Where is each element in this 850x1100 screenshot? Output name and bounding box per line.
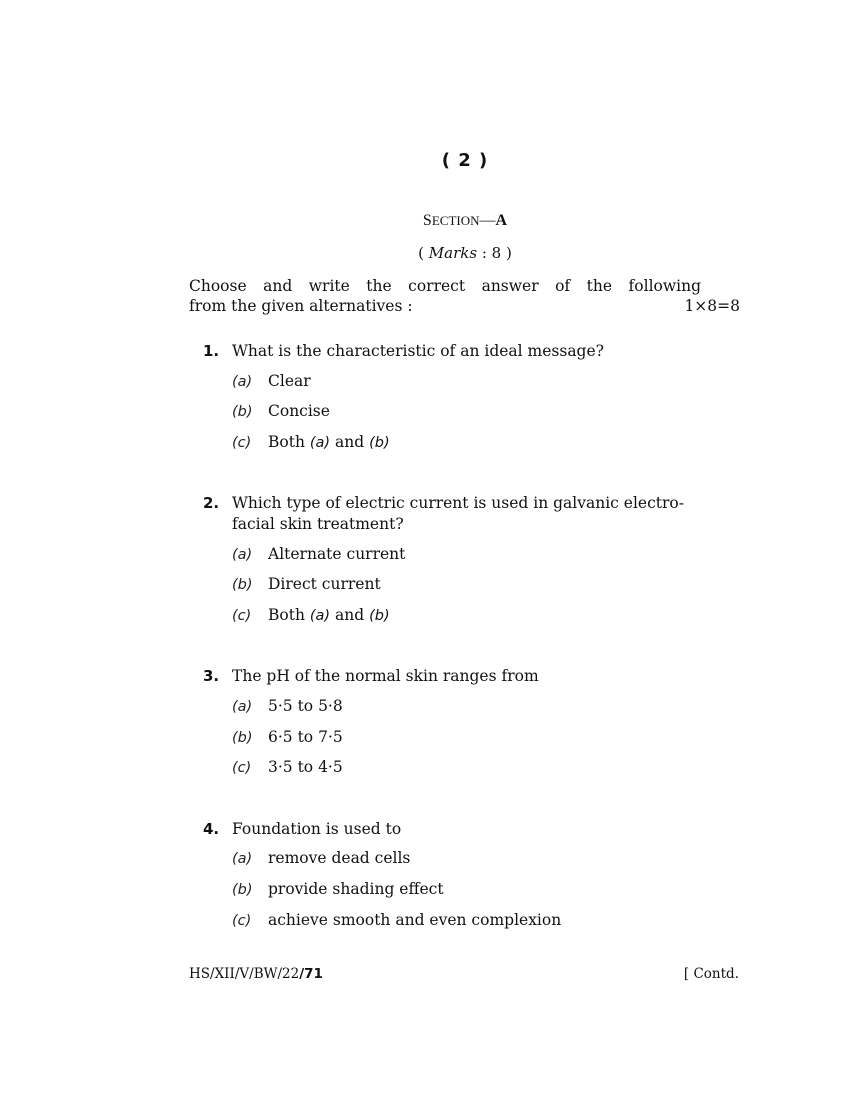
option-text: 5·5 to 5·8 bbox=[268, 697, 343, 715]
option-label: (c) bbox=[232, 608, 252, 624]
option-text: remove dead cells bbox=[268, 849, 411, 867]
option-label: (c) bbox=[232, 913, 252, 929]
section-title bbox=[0, 212, 850, 230]
option-ref-b: (b) bbox=[369, 435, 390, 451]
option-text: 3·5 to 4·5 bbox=[268, 758, 343, 776]
option-text: 6·5 to 7·5 bbox=[268, 728, 343, 746]
section-title-smallcaps: ECTION bbox=[431, 213, 480, 228]
option-text bbox=[268, 606, 390, 624]
option-text: Direct current bbox=[268, 575, 381, 593]
option-label: (a) bbox=[232, 699, 253, 715]
question-number: 2. bbox=[203, 494, 220, 512]
option-text: provide shading effect bbox=[268, 880, 444, 898]
question-number: 3. bbox=[203, 667, 220, 685]
continued-note: [ Contd. bbox=[683, 966, 739, 982]
option-text bbox=[268, 433, 390, 451]
option-label: (c) bbox=[232, 760, 252, 776]
option-ref-a: (a) bbox=[309, 608, 331, 624]
paper-code-suffix: /71 bbox=[299, 966, 323, 982]
marks-open: ( bbox=[418, 244, 429, 262]
option-text: Concise bbox=[268, 402, 330, 420]
option-text: Alternate current bbox=[268, 545, 406, 563]
question-text: What is the characteristic of an ideal message? bbox=[232, 342, 604, 360]
option-text-mid: and bbox=[330, 606, 370, 624]
option-label: (b) bbox=[232, 577, 253, 593]
question-text-line-2: facial skin treatment? bbox=[232, 515, 404, 533]
option-text: Clear bbox=[268, 372, 311, 390]
option-text-pre: Both bbox=[268, 606, 310, 624]
section-title-letter: A bbox=[495, 212, 508, 229]
section-title-dash: — bbox=[479, 212, 496, 229]
option-label: (a) bbox=[232, 851, 253, 867]
section-title-initial: S bbox=[422, 212, 432, 229]
option-label: (a) bbox=[232, 547, 253, 563]
option-label: (b) bbox=[232, 404, 253, 420]
instructions-line-1: Choose and write the correct answer of the following bbox=[189, 277, 701, 295]
option-label: (a) bbox=[232, 374, 253, 390]
option-ref-a: (a) bbox=[309, 435, 331, 451]
option-label: (b) bbox=[232, 882, 253, 898]
option-label: (b) bbox=[232, 730, 253, 746]
paper-code-prefix: HS/XII/V/BW/22 bbox=[189, 966, 300, 982]
question-number: 1. bbox=[203, 342, 220, 360]
question-text: The pH of the normal skin ranges from bbox=[232, 667, 539, 685]
option-text-pre: Both bbox=[268, 433, 310, 451]
option-label: (c) bbox=[232, 435, 252, 451]
page-number: ( 2 ) bbox=[441, 150, 489, 171]
marks-word: Marks bbox=[428, 244, 478, 262]
question-text-line-1: Which type of electric current is used in galvanic electro- bbox=[232, 494, 684, 512]
instructions-line-2: from the given alternatives : bbox=[189, 297, 413, 315]
question-text: Foundation is used to bbox=[232, 820, 402, 838]
marks-value: : 8 ) bbox=[477, 244, 512, 262]
option-text: achieve smooth and even complexion bbox=[268, 911, 562, 929]
instructions-marks: 1×8=8 bbox=[684, 297, 740, 315]
section-marks bbox=[0, 244, 850, 262]
paper-code bbox=[189, 966, 323, 982]
question-number: 4. bbox=[203, 820, 220, 838]
option-text-mid: and bbox=[330, 433, 370, 451]
option-ref-b: (b) bbox=[369, 608, 390, 624]
